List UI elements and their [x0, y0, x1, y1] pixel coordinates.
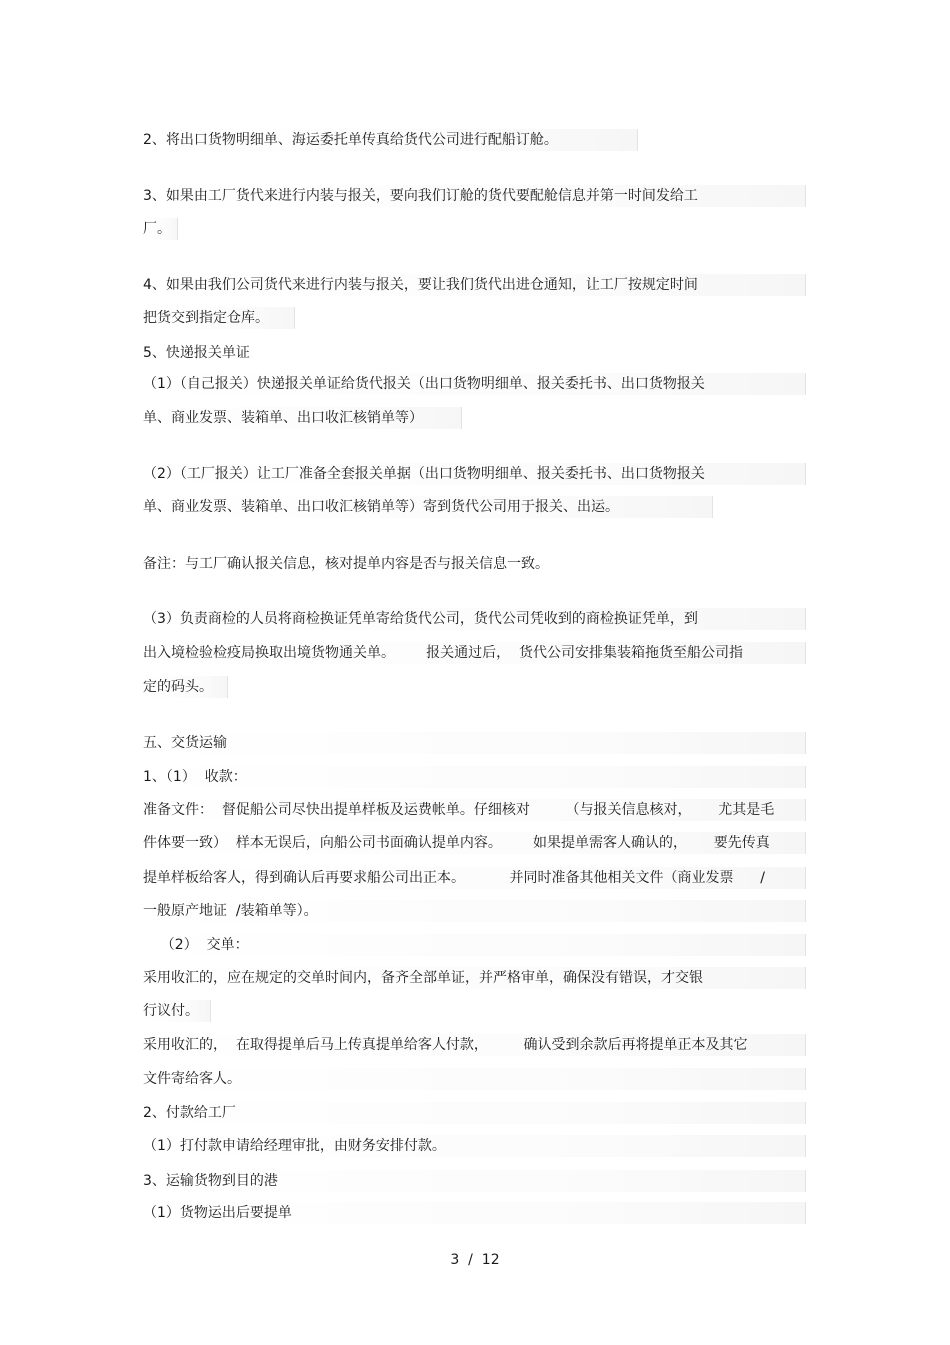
text-line: 行议付。	[143, 1000, 211, 1022]
text-line: 一般原产地证 /装箱单等）。	[143, 900, 806, 922]
section-heading: 五、交货运输	[143, 732, 806, 754]
text-line: （1）打付款申请给经理审批，由财务安排付款。	[143, 1135, 806, 1157]
text-line: （2） 交单：	[143, 934, 806, 956]
page-number: 3 / 12	[450, 1252, 500, 1268]
text-line: 单、商业发票、装箱单、出口收汇核销单等）寄到货代公司用于报关、出运。	[143, 496, 713, 518]
section-heading: 3、运输货物到目的港	[143, 1170, 806, 1192]
text-line: 2、将出口货物明细单、海运委托单传真给货代公司进行配船订舱。	[143, 129, 638, 151]
text-line: 准备文件： 督促船公司尽快出提单样板及运费帐单。仔细核对 （与报关信息核对， 尤其是毛	[143, 799, 806, 821]
text-line: 定的码头。	[143, 676, 228, 698]
text-line: 文件寄给客人。	[143, 1068, 806, 1090]
text-line: 把货交到指定仓库。	[143, 307, 295, 329]
text-line: 单、商业发票、装箱单、出口收汇核销单等）	[143, 407, 462, 429]
text-line: 件体要一致） 样本无误后，向船公司书面确认提单内容。 如果提单需客人确认的， 要先传真	[143, 832, 806, 854]
section-heading: 5、快递报关单证	[143, 345, 250, 361]
text-line: 采用收汇的，应在规定的交单时间内，备齐全部单证，并严格审单，确保没有错误，才交银	[143, 967, 806, 989]
text-line: 采用收汇的， 在取得提单后马上传真提单给客人付款， 确认受到余款后再将提单正本及其它	[143, 1034, 806, 1056]
section-heading: 2、付款给工厂	[143, 1102, 806, 1124]
text-line: （1）（自己报关）快递报关单证给货代报关（出口货物明细单、报关委托书、出口货物报关	[143, 373, 806, 395]
text-line: （1）货物运出后要提单	[143, 1202, 806, 1224]
text-line: 厂。	[143, 218, 178, 240]
text-line: 1、（1） 收款：	[143, 766, 806, 788]
note-line: 备注：与工厂确认报关信息，核对提单内容是否与报关信息一致。	[143, 556, 549, 572]
text-line: 3、如果由工厂货代来进行内装与报关，要向我们订舱的货代要配舱信息并第一时间发给工	[143, 185, 806, 207]
text-line: 出入境检验检疫局换取出境货物通关单。 报关通过后， 货代公司安排集装箱拖货至船公司指	[143, 642, 806, 664]
text-line: 4、如果由我们公司货代来进行内装与报关，要让我们货代出进仓通知，让工厂按规定时间	[143, 274, 806, 296]
text-line: （2）（工厂报关）让工厂准备全套报关单据（出口货物明细单、报关委托书、出口货物报关	[143, 463, 806, 485]
text-line: 提单样板给客人，得到确认后再要求船公司出正本。 并同时准备其他相关文件（商业发票 /	[143, 867, 806, 889]
text-line: （3）负责商检的人员将商检换证凭单寄给货代公司，货代公司凭收到的商检换证凭单，到	[143, 608, 806, 630]
